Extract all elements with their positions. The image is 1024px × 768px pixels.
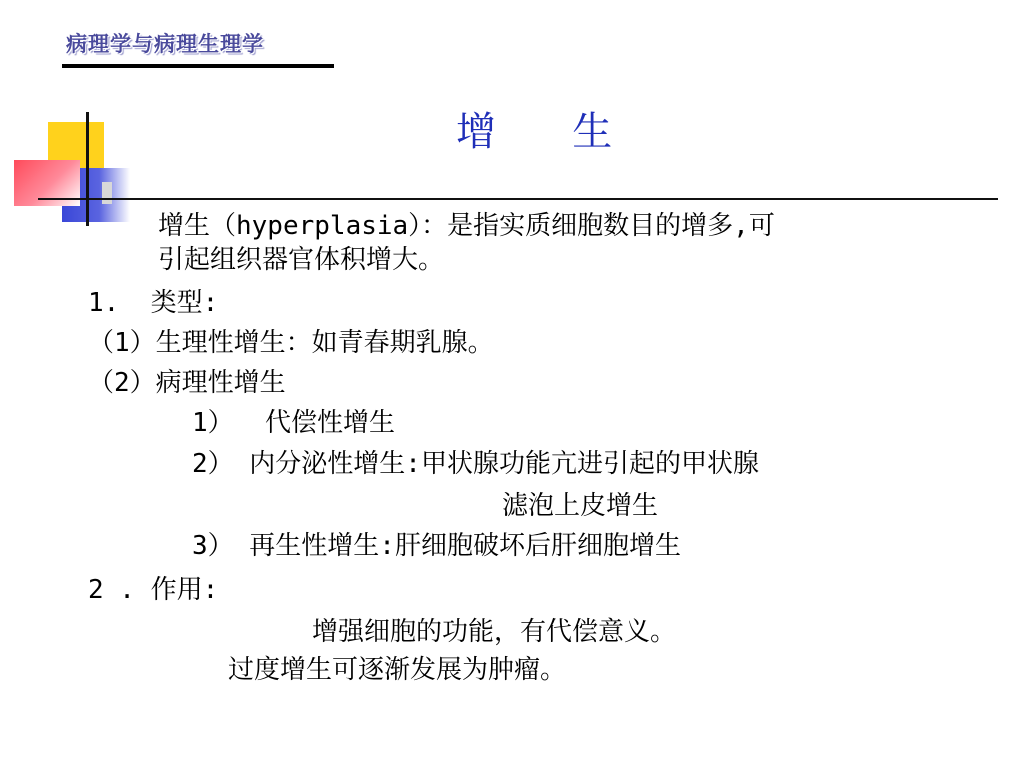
subitem-endocrine-line-1: 2） 内分泌性增生:甲状腺功能亢进引起的甲状腺 xyxy=(192,449,759,479)
types-heading: 1. 类型: xyxy=(88,288,219,318)
effect-line-1: 增强细胞的功能，有代偿意义。 xyxy=(312,617,677,647)
pathological-hyperplasia: （2）病理性增生 xyxy=(88,368,286,398)
subitem-endocrine-line-2: 滤泡上皮增生 xyxy=(502,491,659,521)
header-title: 病理学与病理生理学 xyxy=(66,32,264,56)
effect-line-2: 过度增生可逐渐发展为肿瘤。 xyxy=(228,655,567,685)
physiological-hyperplasia: （1）生理性增生：如青春期乳腺。 xyxy=(88,328,494,358)
logo-horizontal-line xyxy=(38,198,998,200)
subitem-regenerative: 3） 再生性增生:肝细胞破坏后肝细胞增生 xyxy=(192,531,681,561)
definition-line-1: 增生（hyperplasia）：是指实质细胞数目的增多,可 xyxy=(158,211,775,241)
slide-title: 增 生 xyxy=(456,109,613,155)
logo-vertical-line xyxy=(86,112,89,226)
subitem-compensatory: 1） 代偿性增生 xyxy=(192,408,395,438)
header-underline xyxy=(62,64,334,68)
definition-line-2: 引起组织器官体积增大。 xyxy=(158,245,445,275)
logo-shadow xyxy=(102,182,112,204)
effect-heading: 2 . 作用: xyxy=(88,575,219,605)
